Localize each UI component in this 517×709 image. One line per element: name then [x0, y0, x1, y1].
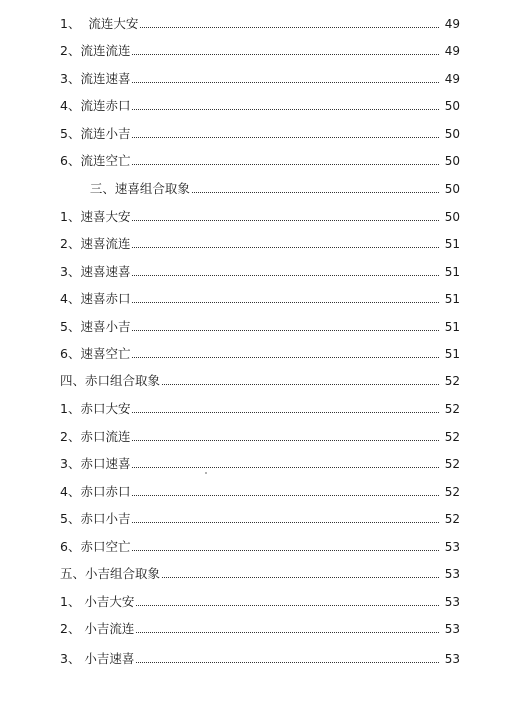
toc-entry-label: 2、速喜流连	[60, 236, 131, 251]
toc-page-number: 52	[444, 430, 460, 444]
scan-speck	[205, 472, 207, 474]
dot-leader	[136, 661, 439, 663]
toc-section-heading[interactable]	[78, 177, 460, 197]
dot-leader	[132, 108, 439, 110]
toc-entry[interactable]	[60, 617, 460, 637]
dot-leader	[136, 631, 439, 633]
toc-page-number: 50	[444, 99, 460, 113]
dot-leader	[132, 163, 439, 165]
toc-entry-label: 三、速喜组合取象	[78, 181, 190, 196]
toc-entry-label: 4、速喜赤口	[60, 291, 131, 306]
toc-entry[interactable]	[60, 590, 460, 610]
toc-entry-label: 2、 小吉流连	[60, 621, 135, 636]
toc-entry-label: 4、赤口赤口	[60, 484, 131, 499]
dot-leader	[162, 383, 439, 385]
dot-leader	[132, 356, 439, 358]
dot-leader	[132, 246, 439, 248]
dot-leader	[162, 576, 439, 578]
dot-leader	[132, 219, 439, 221]
toc-entry-label: 3、 小吉速喜	[60, 651, 135, 666]
toc-section-heading[interactable]	[60, 369, 460, 389]
toc-entry[interactable]	[60, 452, 460, 472]
toc-entry[interactable]	[60, 12, 460, 32]
toc-entry-label: 6、赤口空亡	[60, 539, 131, 554]
toc-entry-label: 五、小吉组合取象	[60, 566, 161, 581]
toc-page-number: 50	[444, 127, 460, 141]
toc-page-number: 51	[444, 320, 460, 334]
dot-leader	[132, 439, 439, 441]
toc-entry-label: 6、流连空亡	[60, 153, 131, 168]
toc-entry[interactable]	[60, 535, 460, 555]
toc-entry[interactable]	[60, 287, 460, 307]
toc-entry[interactable]	[60, 480, 460, 500]
dot-leader	[132, 329, 439, 331]
toc-page-number: 52	[444, 485, 460, 499]
toc-page-number: 51	[444, 292, 460, 306]
toc-section-heading[interactable]	[60, 562, 460, 582]
toc-page-number: 52	[444, 402, 460, 416]
dot-leader	[132, 301, 439, 303]
toc-entry-label: 2、赤口流连	[60, 429, 131, 444]
toc-entry[interactable]	[60, 149, 460, 169]
dot-leader	[132, 494, 439, 496]
toc-page-number: 50	[444, 182, 460, 196]
toc-page-number: 53	[444, 652, 460, 666]
toc-page-number: 52	[444, 374, 460, 388]
toc-entry-label: 6、速喜空亡	[60, 346, 131, 361]
toc-entry[interactable]	[60, 67, 460, 87]
toc-entry-label: 2、流连流连	[60, 43, 131, 58]
dot-leader	[140, 26, 439, 28]
toc-page-number: 49	[444, 44, 460, 58]
toc-entry-label: 1、 流连大安	[60, 16, 139, 31]
dot-leader	[132, 466, 439, 468]
toc-entry-label: 5、速喜小吉	[60, 319, 131, 334]
toc-page-number: 53	[444, 622, 460, 636]
dot-leader	[132, 81, 439, 83]
toc-entry[interactable]	[60, 342, 460, 362]
toc-entry-label: 1、 小吉大安	[60, 594, 135, 609]
toc-page-number: 53	[444, 540, 460, 554]
toc-entry[interactable]	[60, 315, 460, 335]
toc-page-number: 49	[444, 72, 460, 86]
toc-page-number: 53	[444, 595, 460, 609]
dot-leader	[132, 274, 439, 276]
toc-page-number: 50	[444, 154, 460, 168]
toc-entry-label: 3、赤口速喜	[60, 456, 131, 471]
toc-entry-label: 1、速喜大安	[60, 209, 131, 224]
toc-entry[interactable]	[60, 205, 460, 225]
toc-entry[interactable]	[60, 260, 460, 280]
dot-leader	[132, 411, 439, 413]
dot-leader	[132, 53, 439, 55]
toc-page-number: 53	[444, 567, 460, 581]
dot-leader	[132, 136, 439, 138]
toc-page-number: 51	[444, 347, 460, 361]
toc-page-number: 52	[444, 457, 460, 471]
toc-entry-label: 5、流连小吉	[60, 126, 131, 141]
toc-page-number: 50	[444, 210, 460, 224]
toc-entry[interactable]	[60, 425, 460, 445]
toc-page-number: 49	[444, 17, 460, 31]
toc-page-number: 52	[444, 512, 460, 526]
toc-page-number: 51	[444, 265, 460, 279]
toc-entry[interactable]	[60, 39, 460, 59]
toc-page-number: 51	[444, 237, 460, 251]
dot-leader	[192, 191, 439, 193]
toc-entry[interactable]	[60, 232, 460, 252]
dot-leader	[136, 604, 439, 606]
toc-entry-label: 3、速喜速喜	[60, 264, 131, 279]
toc-entry[interactable]	[60, 94, 460, 114]
toc-entry-label: 5、赤口小吉	[60, 511, 131, 526]
dot-leader	[132, 521, 439, 523]
dot-leader	[132, 549, 439, 551]
toc-entry[interactable]	[60, 122, 460, 142]
toc-entry-label: 四、赤口组合取象	[60, 373, 161, 388]
toc-entry[interactable]	[60, 507, 460, 527]
toc-entry-label: 1、赤口大安	[60, 401, 131, 416]
toc-entry-label: 4、流连赤口	[60, 98, 131, 113]
toc-entry[interactable]	[60, 397, 460, 417]
toc-entry-label: 3、流连速喜	[60, 71, 131, 86]
toc-entry[interactable]	[60, 647, 460, 667]
